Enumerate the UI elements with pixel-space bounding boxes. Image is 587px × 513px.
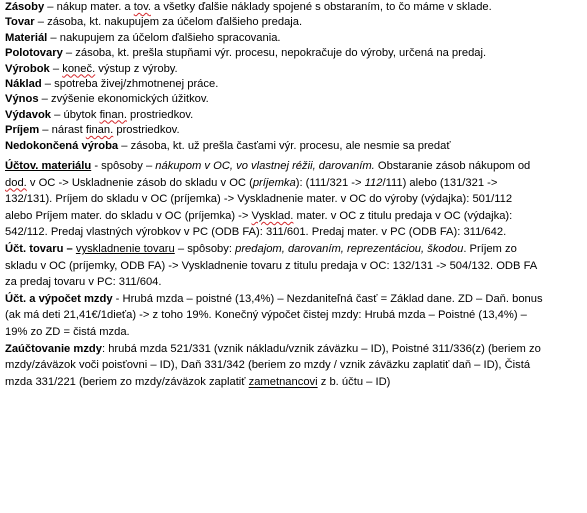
text-run: nakupujem za účelom ďalšieho spracovania.	[59, 31, 281, 44]
text-run: výstup z výroby.	[95, 62, 178, 75]
definition-separator: –	[47, 31, 60, 44]
spellcheck-word: tov.	[133, 1, 151, 13]
spellcheck-word: zametnancovi	[248, 375, 318, 388]
text-run: úbytok	[63, 108, 100, 121]
definition-line	[5, 123, 581, 138]
definition-term: Polotovary	[5, 47, 63, 60]
paragraph-line	[5, 258, 581, 275]
definition-line	[5, 0, 581, 15]
paragraph-line	[5, 341, 581, 358]
definition-line	[5, 139, 581, 154]
definition-term: Zásoby	[5, 1, 45, 13]
text-run: : hrubá mzda 521/331 (vznik nákladu/vznik záväzku – ID), Poistné 311/336(z) (beriem zo	[101, 342, 541, 355]
spellcheck-word: dod.	[5, 176, 27, 189]
text-run: alebo Príjem mater. do skladu v OC (príjemka) ->	[5, 209, 252, 222]
definition-line	[5, 46, 581, 61]
paragraph-line	[5, 208, 581, 225]
definition-line	[5, 108, 581, 123]
text-run: 132/131). Príjem do skladu v OC (príjemka) -> Vyskladnenie mater. v OC do výroby (výdajka): 501/112	[5, 193, 513, 206]
definitions-list	[5, 0, 581, 154]
paragraph-line	[5, 274, 581, 291]
text-run: Zaúčtovanie mzdy	[5, 342, 102, 355]
paragraph-line	[5, 291, 581, 308]
section-paragraph	[5, 158, 581, 241]
paragraph-line	[5, 241, 581, 258]
spellcheck-word: koneč.	[62, 62, 96, 75]
text-run: a všetky ďalšie náklady spojené s obstaraním, to čo máme v sklade.	[150, 1, 492, 13]
text-run: - Hrubá mzda – poistné (13,4%) – Nezdaniteľná časť = Základ dane. ZD – Daň. bonus	[112, 292, 543, 305]
section-paragraph	[5, 291, 581, 341]
text-run: za predaj tovaru v PC: 311/604.	[5, 276, 162, 289]
paragraph-line	[5, 158, 581, 175]
text-run: z b. účtu – ID)	[317, 375, 391, 388]
spellcheck-word: finan.	[99, 108, 127, 121]
text-run: 542/112. Predaj vlastných výrobkov v PC (ODB FA): 311/601. Predaj mater. v PC (ODB FA): 311/642.	[5, 226, 507, 239]
text-run: v OC -> Uskladnenie zásob do skladu v OC (	[26, 176, 253, 189]
text-run: Účtov. materiálu	[5, 160, 92, 172]
definition-separator: –	[49, 62, 63, 75]
text-run: prostriedkov.	[126, 108, 194, 121]
definition-separator: –	[62, 47, 76, 60]
definition-term: Príjem	[5, 124, 40, 137]
text-run: vyskladnenie tovaru	[75, 242, 175, 255]
text-run: príjemka	[252, 176, 296, 189]
text-run: 112	[364, 176, 383, 189]
text-run: mater. v OC z titulu predaja v OC (výdajka):	[293, 209, 513, 222]
section-paragraph	[5, 341, 581, 391]
paragraph-line	[5, 191, 581, 208]
text-run: 19% zo ZD = čistá mzda.	[5, 325, 130, 338]
text-run: mzda 331/221 (beriem zo mzdy/záväzok zaplatiť	[5, 375, 249, 388]
text-run: spotreba živej/zhmotnenej práce.	[54, 77, 219, 90]
definition-line	[5, 92, 581, 107]
text-run: skladu v OC (príjemky, ODB FA) -> Vyskladnenie tovaru z titulu predaja v OC: 132/131 -> 504/132. ODB FA	[5, 259, 538, 272]
section-paragraph	[5, 241, 581, 291]
definition-line	[5, 62, 581, 77]
definition-term: Náklad	[5, 77, 42, 90]
definition-term: Výdavok	[5, 108, 52, 121]
paragraph-line	[5, 175, 581, 192]
text-run: zvýšenie ekonomických úžitkov.	[51, 93, 209, 106]
accounting-sections	[5, 158, 581, 390]
text-run: zásoba, kt. už prešla časťami výr. procesu, ale nesmie sa predať	[130, 139, 451, 152]
definition-term: Nedokončená výroba	[5, 139, 119, 152]
definition-line	[5, 31, 581, 46]
text-run: zásoba, kt. prešla stupňami výr. procesu, nepokračuje do výroby, určená na predaj.	[75, 47, 487, 60]
definition-term: Výrobok	[5, 62, 50, 75]
text-run: . Príjem zo	[463, 242, 517, 255]
definition-separator: –	[38, 93, 52, 106]
spellcheck-word: finan.	[85, 124, 114, 137]
definition-term: Výnos	[5, 93, 39, 106]
text-run: (ak má deti 21,41€/1dieťa) -> z toho 19%. Konečný výpočet čistej mzdy: Hrubá mzda – Poistné (13,4%) –	[5, 309, 527, 322]
text-run: – spôsoby:	[174, 242, 236, 255]
paragraph-line	[5, 324, 581, 341]
definition-separator: –	[118, 139, 131, 152]
paragraph-line	[5, 224, 581, 241]
definition-separator: –	[41, 77, 55, 90]
paragraph-line	[5, 374, 581, 391]
spellcheck-word: Vysklad.	[251, 209, 294, 222]
text-run: nákupom v OC, vo vlastnej réžii, darovaním.	[155, 160, 375, 172]
paragraph-line	[5, 307, 581, 324]
text-run: Obstaranie zásob nákupom od	[374, 160, 531, 172]
text-run: predajom, darovaním, reprezentáciou, škodou	[235, 242, 464, 255]
text-run: Účt. tovaru –	[5, 242, 76, 255]
paragraph-line	[5, 357, 581, 374]
definition-term: Tovar	[5, 16, 35, 29]
text-run: prostriedkov.	[113, 124, 180, 137]
text-run: mzdy/záväzok voči poisťovni – ID), Daň 331/342 (beriem zo mzdy / vznik záväzku zaplatiť daň – ID), Čistá	[5, 359, 531, 372]
text-run: Účt. a výpočet mzdy	[5, 292, 113, 305]
definition-separator: –	[34, 16, 48, 29]
definition-separator: –	[44, 1, 57, 13]
definition-line	[5, 15, 581, 30]
text-run: zásoba, kt. nakupujem za účelom ďalšieho predaja.	[47, 16, 303, 29]
definition-separator: –	[51, 108, 64, 121]
definition-separator: –	[39, 124, 52, 137]
text-run: ): (111/321 ->	[295, 176, 365, 189]
definition-term: Materiál	[5, 31, 48, 44]
definition-line	[5, 77, 581, 92]
text-run: /111) alebo (131/321 ->	[382, 176, 498, 189]
text-run: nárast	[51, 124, 86, 137]
text-run: - spôsoby –	[91, 160, 156, 172]
text-run: nákup mater. a	[56, 1, 134, 13]
